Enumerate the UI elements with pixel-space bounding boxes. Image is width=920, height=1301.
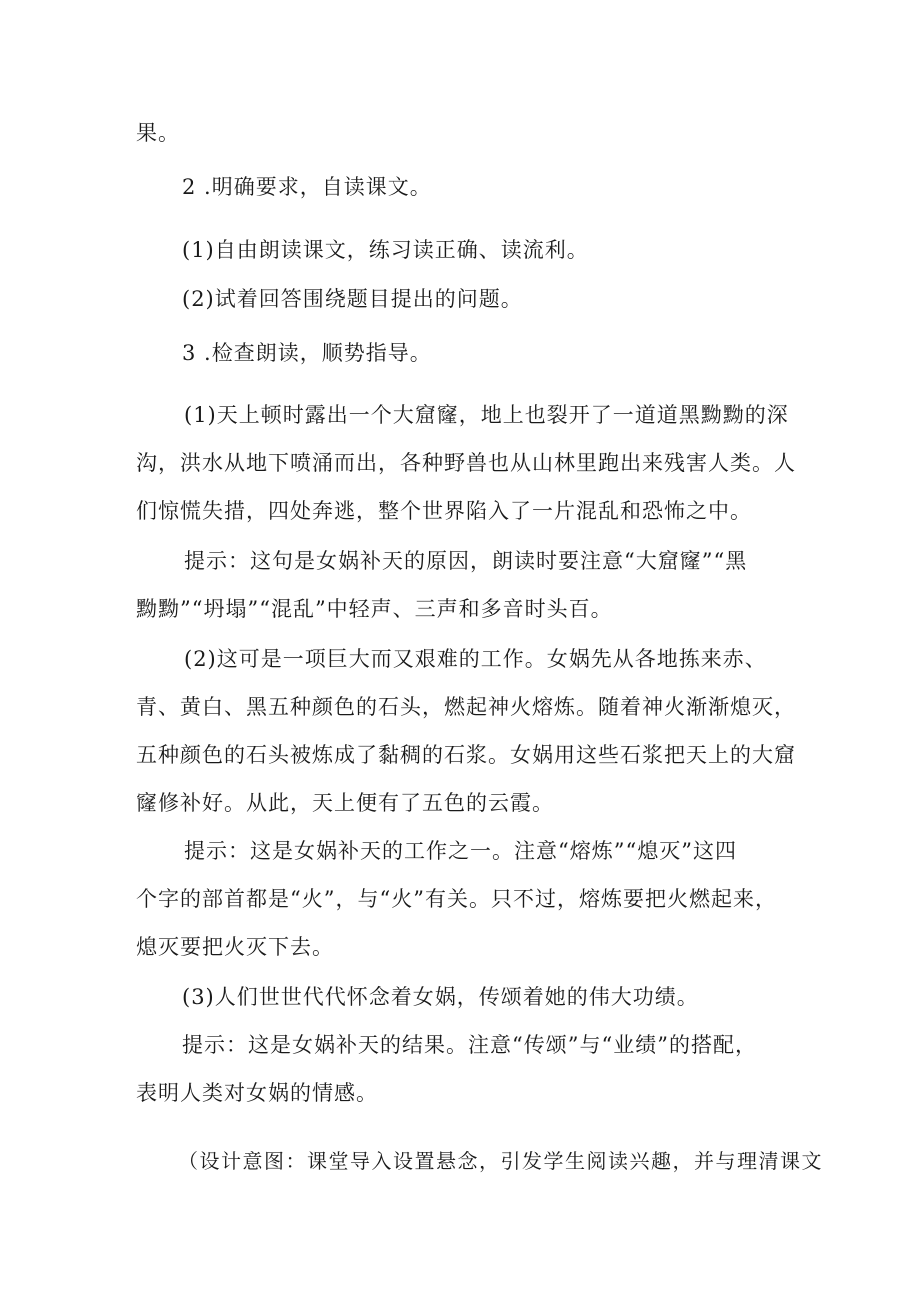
text-line-4: (2)试着回答围绕题目提出的问题。 bbox=[182, 287, 523, 311]
text-line-7: 沟，洪水从地下喷涌而出，各种野兽也从山林里跑出来残害人类。人 bbox=[136, 451, 796, 475]
text-line-8: 们惊慌失措，四处奔逃，整个世界陷入了一片混乱和恐怖之中。 bbox=[136, 499, 752, 523]
text-line-9: 提示：这句是女娲补天的原因，朗读时要注意“大窟窿”“黑 bbox=[184, 549, 748, 573]
text-line-14: 窿修补好。从此，天上便有了五色的云霞。 bbox=[136, 791, 554, 815]
text-line-20: 表明人类对女娲的情感。 bbox=[136, 1081, 378, 1105]
text-line-12: 青、黄白、黑五种颜色的石头，燃起神火熔炼。随着神火渐渐熄灭， bbox=[136, 695, 796, 719]
text-line-2: 2 .明确要求，自读课文。 bbox=[182, 175, 432, 199]
text-line-15: 提示：这是女娲补天的工作之一。注意“熔炼”“熄灭”这四 bbox=[184, 839, 737, 863]
text-line-1: 果。 bbox=[136, 121, 180, 145]
text-line-6: (1)天上顿时露出一个大窟窿，地上也裂开了一道道黑黝黝的深 bbox=[184, 403, 789, 427]
text-line-5: 3 .检查朗读，顺势指导。 bbox=[182, 341, 432, 365]
text-line-18: (3)人们世世代代怀念着女娲，传颂着她的伟大功绩。 bbox=[182, 985, 699, 1009]
text-line-17: 熄灭要把火灭下去。 bbox=[136, 935, 334, 959]
text-line-3: (1)自由朗读课文，练习读正确、读流利。 bbox=[182, 238, 589, 262]
text-line-19: 提示：这是女娲补天的结果。注意“传颂”与“业绩”的搭配， bbox=[182, 1033, 757, 1057]
text-line-16: 个字的部首都是“火”，与“火”有关。只不过，熔炼要把火燃起来， bbox=[136, 887, 777, 911]
text-line-13: 五种颜色的石头被炼成了黏稠的石浆。女娲用这些石浆把天上的大窟 bbox=[136, 743, 796, 767]
text-line-21: （设计意图：课堂导入设置悬念，引发学生阅读兴趣，并与理清课文 bbox=[178, 1149, 823, 1173]
text-line-11: (2)这可是一项巨大而又艰难的工作。女娲先从各地拣来赤、 bbox=[184, 647, 767, 671]
text-line-10: 黝黝”“坍塌”“混乱”中轻声、三声和多音时头百。 bbox=[136, 597, 613, 621]
